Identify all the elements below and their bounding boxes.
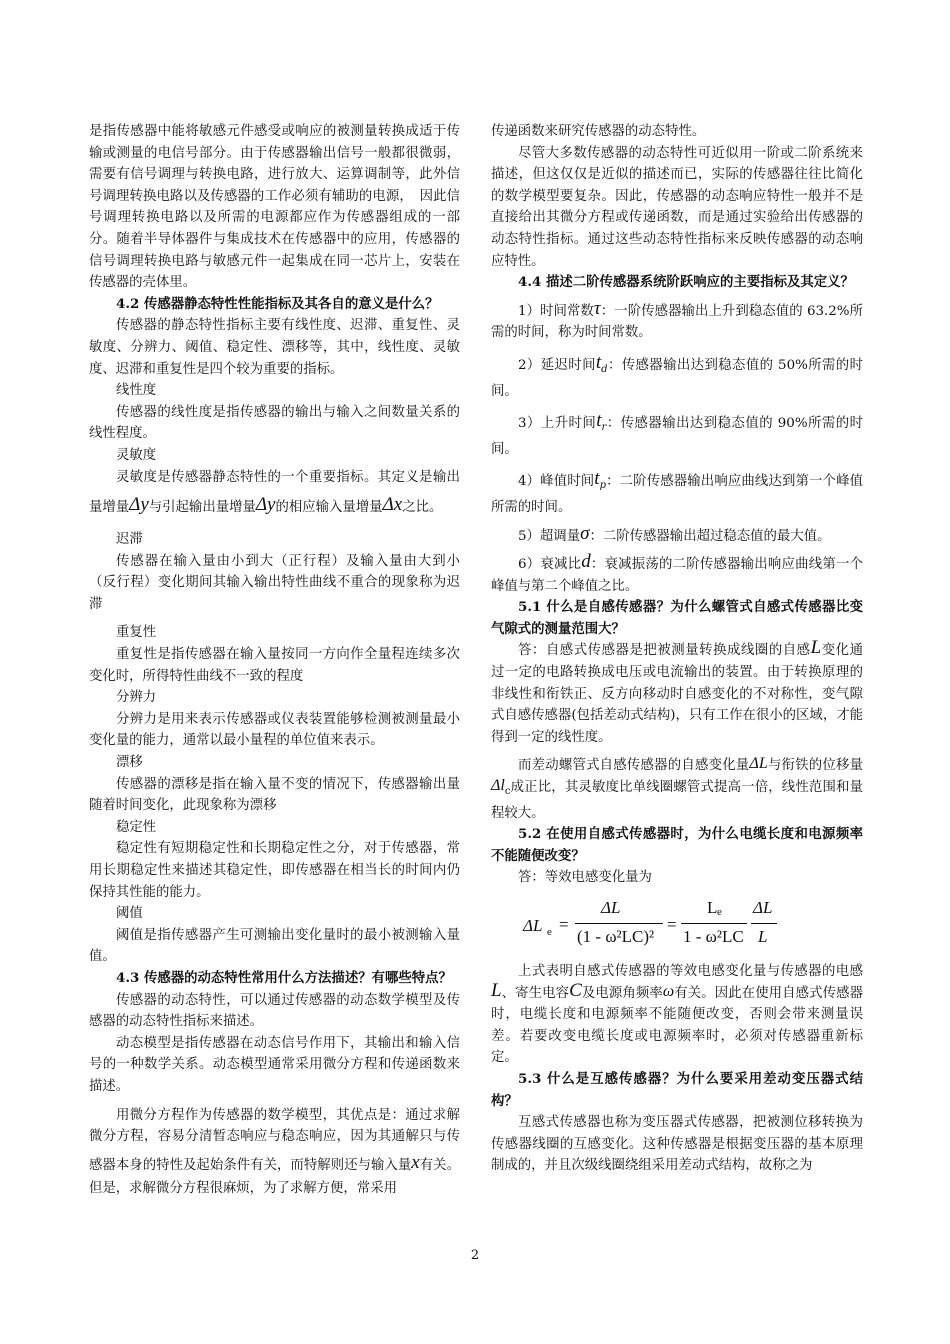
subheading-hysteresis: 迟滞 xyxy=(116,532,143,548)
text: ：二阶传感器输出响应曲线达到第一个峰值所需的时间。 xyxy=(491,474,863,515)
subheading-repeatability: 重复性 xyxy=(116,625,157,641)
paragraph: 分辨力是用来表示传感器或仪表装置能够检测被测量最小变化量的能力，通常以最小量程的单位值来表示。 xyxy=(89,711,460,749)
math-tau: τ xyxy=(593,297,601,319)
section-heading-4-3: 4.3 传感器的动态特性常用什么方法描述？有哪些特点？ xyxy=(116,969,452,986)
text: 有关。因此在使用自感式传感器时，电缆长度和电源频率不能随便改变，否则会带来测量误差。若要改变电缆长度或电源频率时，必须对传感器重新标定。 xyxy=(491,985,864,1066)
math-delta-lc: Δl xyxy=(491,777,505,795)
math-sigma: σ xyxy=(580,522,590,544)
math-L: L xyxy=(810,637,822,659)
math-d: d xyxy=(581,551,591,573)
text: 3）上升时间 xyxy=(518,416,597,432)
list-item-peak-time xyxy=(491,468,863,518)
paragraph: 传递函数来研究传感器的动态特性。 xyxy=(491,124,706,139)
formula-lhs: ΔL xyxy=(523,916,543,935)
math-C: C xyxy=(569,979,582,1001)
math-subscript: d xyxy=(601,363,608,375)
subheading-resolution: 分辨力 xyxy=(116,690,157,706)
fraction-bar xyxy=(751,923,777,924)
math-t: t xyxy=(596,410,602,432)
text: 、寄生电容 xyxy=(501,985,570,1001)
text: 与引起输出量增量 xyxy=(148,500,256,516)
paragraph xyxy=(491,961,863,1069)
list-item-delay-time xyxy=(491,351,863,402)
formula-equals: = xyxy=(559,915,569,934)
paragraph: 是指传感器中能将敏感元件感受或响应的被测量转换成适于传输或测量的电信号部分。由于传感器输出信号一般都很微弱，需要有信号调理与转换电路，进行放大、运算调制等，此外信号调理转换电路以及传感器的工作必须有辅助的电源， 因此信号调理转换电路以及所需的电源都应作为传感器组成的一部分。随着半导体器件与集成技术在传感器中的应用，传感器的信号调理转换电路与敏感元件一起集成在同一芯片上，安装在传感器的壳体里。 xyxy=(89,124,460,291)
text: 1）时间常数 xyxy=(518,303,594,319)
text: 而差动螺管式自感传感器的自感变化量 xyxy=(518,758,750,774)
list-item-time-constant xyxy=(491,297,863,344)
text: 4）峰值时间 xyxy=(518,474,595,490)
paragraph: 传感器的漂移是指在输入量不变的情况下，传感器输出量随着时间变化，此现象称为漂移 xyxy=(89,776,460,814)
list-item-overshoot xyxy=(491,522,863,548)
formula-denominator: (1 - ω²LC)² xyxy=(577,927,655,946)
paragraph: 稳定性有短期稳定性和长期稳定性之分，对于传感器，常用长期稳定性来描述其稳定性，即传感器在相当长的时间内仍保持其性能的能力。 xyxy=(89,841,460,900)
formula-numerator: ΔL xyxy=(601,898,621,917)
text: ：传感器输出达到稳态值的 50%所需的时间。 xyxy=(491,357,863,399)
subheading-drift: 漂移 xyxy=(116,755,143,771)
page-number: 2 xyxy=(470,1248,480,1263)
section-heading-5-2: 5.2 在使用自感式传感器时，为什么电缆长度和电源频率不能随便改变？ xyxy=(491,826,863,864)
formula-denominator: 1 - ω²LC xyxy=(683,927,744,946)
math-t: t xyxy=(595,351,602,373)
paragraph: 阈值是指传感器产生可测输出变化量时的最小被测输入量值。 xyxy=(89,927,460,965)
formula-numerator: L xyxy=(707,898,718,917)
math-t: t xyxy=(594,468,600,490)
section-heading-4-4: 4.4 描述二阶传感器系统阶跃响应的主要指标及其定义？ xyxy=(518,274,854,291)
math-delta-x: Δx xyxy=(382,494,403,516)
text: 2）延迟时间 xyxy=(518,357,596,373)
subheading-stability: 稳定性 xyxy=(116,819,157,835)
formula-subscript: e xyxy=(717,906,722,918)
text: 成正比，其灵敏度比单线圈螺管式提高一倍，线性范围和量程较大。 xyxy=(491,780,863,821)
text: 与衔铁的位移量 xyxy=(767,758,864,774)
left-column xyxy=(89,121,460,1199)
math-subscript: p xyxy=(599,480,606,492)
paragraph: 传感器的静态特性指标主要有线性度、迟滞、重复性、灵敏度、分辨力、阈值、稳定性、漂移等，其中，线性度、灵敏度、迟滞和重复性是四个较为重要的指标。 xyxy=(89,318,460,377)
paragraph: 传感器在输入量由小到大（正行程）及输入量由大到小（反行程）变化期间其输入输出特性曲线不重合的现象称为迟滞 xyxy=(89,553,460,612)
paragraph xyxy=(89,1105,460,1200)
section-heading-5-3: 5.3 什么是互感传感器？为什么要采用差动变压器式结构？ xyxy=(491,1070,863,1109)
math-subscript: c xyxy=(504,786,511,798)
paragraph: 互感式传感器也称为变压器式传感器，把被测位移转换为传感器线圈的互感变化。这种传感器是根据变压器的基本原理制成的，并且次级线圈绕组采用差动式结构，故称之为 xyxy=(491,1115,863,1174)
list-item-decay-ratio xyxy=(491,551,863,597)
paragraph: 尽管大多数传感器的动态特性可近似用一阶或二阶系统来描述，但这仅仅是近似的描述而已，实际的传感器往往比简化的数学模型要复杂。因此，传感器的动态响应特性一般并不是直接给出其微分方程或传递函数，而是通过实验给出传感器的动态特性指标。通过这些动态特性指标来反映传感器的动态响应特性。 xyxy=(491,145,863,269)
subheading-sensitivity: 灵敏度 xyxy=(116,447,157,463)
right-column xyxy=(491,121,863,1177)
paragraph xyxy=(491,755,863,824)
fraction-bar xyxy=(681,923,747,924)
text: ：衰减振荡的二阶传感器输出响应曲线第一个峰值与第二个峰值之比。 xyxy=(491,557,863,594)
math-omega: ω xyxy=(662,982,675,1000)
math-subscript: r xyxy=(601,422,607,434)
text: 之比。 xyxy=(402,500,443,516)
text: 灵敏度是传感器静态特性的一个重要指标。其定义是输出量增量 xyxy=(89,469,460,516)
text: 6）衰减比 xyxy=(518,557,582,573)
paragraph: 重复性是指传感器在输入量按同一方向作全量程连续多次变化时，所得特性曲线不一致的程度 xyxy=(89,647,460,684)
equivalent-inductance-formula xyxy=(491,895,863,953)
formula-equals: = xyxy=(667,915,677,934)
math-L: L xyxy=(491,979,502,1001)
text: 5）超调量 xyxy=(518,528,581,544)
text: ：二阶传感器输出超过稳态值的最大值。 xyxy=(589,528,831,544)
text: 有关。但是，求解微分方程很麻烦，为了求解方便，常采用 xyxy=(89,1157,461,1196)
subheading-threshold: 阈值 xyxy=(116,906,143,922)
paragraph xyxy=(491,637,864,748)
text: ：传感器输出达到稳态值的 90%所需的时间。 xyxy=(491,416,863,457)
text: 答：自感式传感器是把被测量转换成线圈的自感 xyxy=(518,643,811,659)
formula-subscript: e xyxy=(547,926,552,938)
fraction-bar xyxy=(575,923,663,924)
math-delta-y: Δy xyxy=(129,494,149,516)
math-delta-L: ΔL xyxy=(749,755,768,773)
text: 及电源角频率 xyxy=(581,985,663,1001)
text: 用微分方程作为传感器的数学模型，其优点是：通过求解微分方程，容易分清暂态响应与稳态响应，因为其通解只与传感器本身的特性及起始条件有关，而特解则还与输入量 xyxy=(89,1107,460,1173)
sensitivity-paragraph xyxy=(89,467,460,523)
text: ：一阶传感器输出上升到稳态值的 63.2%所需的时间，称为时间常数。 xyxy=(491,303,863,341)
text: 的相应输入量增量 xyxy=(275,500,383,516)
section-heading-4-2: 4.2 传感器静态特性性能指标及其各自的意义是什么？ xyxy=(116,295,439,312)
paragraph: 答：等效电感变化量为 xyxy=(518,870,652,886)
formula-denominator: L xyxy=(758,927,768,946)
text: 上式表明自感式传感器的等效电感变化量与传感器的电感 xyxy=(518,964,863,979)
formula-numerator: ΔL xyxy=(753,898,773,917)
math-delta-y: Δy xyxy=(255,494,276,516)
paragraph: 传感器的线性度是指传感器的输出与输入之间数量关系的线性程度。 xyxy=(89,404,460,442)
math-x: x xyxy=(411,1151,420,1173)
section-heading-5-1: 5.1 什么是自感传感器？为什么螺管式自感式传感器比变气隙式的测量范围大？ xyxy=(491,599,863,637)
list-item-rise-time xyxy=(491,410,863,460)
text: 变化通过一定的电路转换成电压或电流输出的装置。由于转换原理的非线性和衔铁正、反方向移动时自感变化的不对称性，变气隙式自感传感器(包括差动式结构)，只有工作在很小的区域，才能得到一定的线性度。 xyxy=(491,643,864,745)
subheading-linearity: 线性度 xyxy=(116,383,157,399)
paragraph: 动态模型是指传感器在动态信号作用下，其输出和输入信号的一种数学关系。动态模型通常采用微分方程和传递函数来描述。 xyxy=(89,1035,460,1094)
paragraph: 传感器的动态特性，可以通过传感器的动态数学模型及传感器的动态特性指标来描述。 xyxy=(89,992,460,1030)
